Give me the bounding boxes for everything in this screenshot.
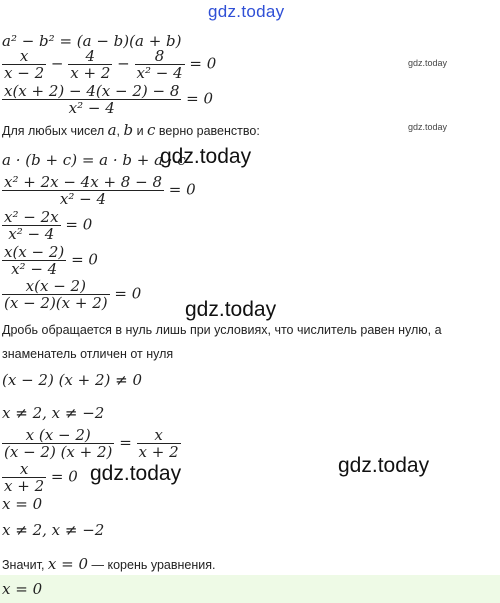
equals-zero: = 0 xyxy=(168,180,196,199)
equals-zero: = 0 xyxy=(186,89,214,108)
denominator: x² − 4 xyxy=(8,225,55,243)
var-b: b xyxy=(123,121,134,139)
denominator: x² − 4 xyxy=(11,260,58,278)
numerator: x xyxy=(137,427,181,444)
numerator: 4 xyxy=(68,48,112,65)
fraction-zero-rule-line-2: знаменатель отличен от нуля xyxy=(2,347,174,361)
equation-4 xyxy=(2,209,92,242)
solution-x: x = 0 xyxy=(2,495,43,513)
fraction xyxy=(2,174,164,207)
fraction xyxy=(68,48,112,81)
fraction xyxy=(2,48,46,81)
denominator: x² − 4 xyxy=(68,99,115,117)
fraction xyxy=(137,427,181,460)
numerator: x(x − 2) xyxy=(2,278,110,295)
denominator: (x − 2)(x + 2) xyxy=(4,294,108,312)
equation-5 xyxy=(2,244,98,277)
text: — корень уравнения. xyxy=(88,558,216,572)
text: и xyxy=(133,124,148,138)
denominator: x + 2 xyxy=(70,64,111,82)
equals-zero: = 0 xyxy=(71,250,98,269)
numerator: x xyxy=(2,48,46,65)
var-c: c xyxy=(147,121,156,139)
equation-3 xyxy=(2,174,196,207)
fraction xyxy=(2,278,110,311)
distributive-formula: a · (b + c) = a · b + a · c xyxy=(2,151,186,169)
equals-zero: = 0 xyxy=(65,215,93,234)
answer-box xyxy=(0,575,500,603)
conclusion-statement xyxy=(2,556,215,572)
watermark-top: gdz.today xyxy=(208,2,285,21)
watermark-small-2: gdz.today xyxy=(408,122,448,132)
equals-zero: = 0 xyxy=(114,284,142,303)
watermark-big-3: gdz.today xyxy=(90,462,182,485)
watermark-big-4: gdz.today xyxy=(338,454,430,477)
denominator: x² − 4 xyxy=(59,190,107,208)
identity-formula: a² − b² = (a − b)(a + b) xyxy=(2,32,182,50)
text: Для любых чисел xyxy=(2,124,108,138)
denominator: (x − 2) (x + 2) xyxy=(4,443,113,461)
denominator: x − 2 xyxy=(4,64,45,82)
fraction-zero-rule-line-1: Дробь обращается в нуль лишь при условиях, что числитель равен нулю, а xyxy=(2,323,442,337)
text: Значит, xyxy=(2,558,48,572)
fraction xyxy=(2,461,46,494)
equation-8 xyxy=(2,461,78,494)
fraction xyxy=(2,244,66,277)
equals-sign: = xyxy=(119,433,132,452)
denominator-condition: (x − 2) (x + 2) ≠ 0 xyxy=(2,371,143,389)
answer: x = 0 xyxy=(2,580,43,598)
equation-6 xyxy=(2,278,141,311)
operator: − xyxy=(117,54,130,73)
numerator: x (x − 2) xyxy=(2,427,114,444)
fraction xyxy=(2,83,181,116)
numerator: x(x − 2) xyxy=(4,243,65,261)
numerator: x(x + 2) − 4(x − 2) − 8 xyxy=(4,82,180,100)
denominator: x + 2 xyxy=(4,477,45,495)
equation-1 xyxy=(2,48,216,81)
watermark-big-2: gdz.today xyxy=(185,298,277,321)
restrictions-1: x ≠ 2, x ≠ −2 xyxy=(2,404,105,422)
statement-for-any-numbers xyxy=(2,122,260,138)
numerator: x² + 2x − 4x + 8 − 8 xyxy=(4,173,162,191)
restrictions-2: x ≠ 2, x ≠ −2 xyxy=(2,521,105,539)
var-a: a xyxy=(107,121,117,139)
denominator: x² − 4 xyxy=(136,64,183,82)
fraction xyxy=(135,48,185,81)
watermark-big-1: gdz.today xyxy=(160,145,252,168)
equation-2 xyxy=(2,83,213,116)
denominator: x + 2 xyxy=(138,443,179,461)
fraction xyxy=(2,427,114,460)
equals-zero: = 0 xyxy=(189,54,217,73)
text: верно равенство: xyxy=(155,124,260,138)
fraction xyxy=(2,209,61,242)
equation-7 xyxy=(2,427,181,460)
equals-zero: = 0 xyxy=(50,467,78,486)
conclusion-expression: x = 0 xyxy=(47,555,89,573)
numerator: x xyxy=(2,461,46,478)
numerator: x² − 2x xyxy=(4,208,59,226)
numerator: 8 xyxy=(135,48,185,65)
operator: − xyxy=(50,54,64,73)
watermark-small-1: gdz.today xyxy=(408,58,448,68)
text: , xyxy=(116,124,124,138)
